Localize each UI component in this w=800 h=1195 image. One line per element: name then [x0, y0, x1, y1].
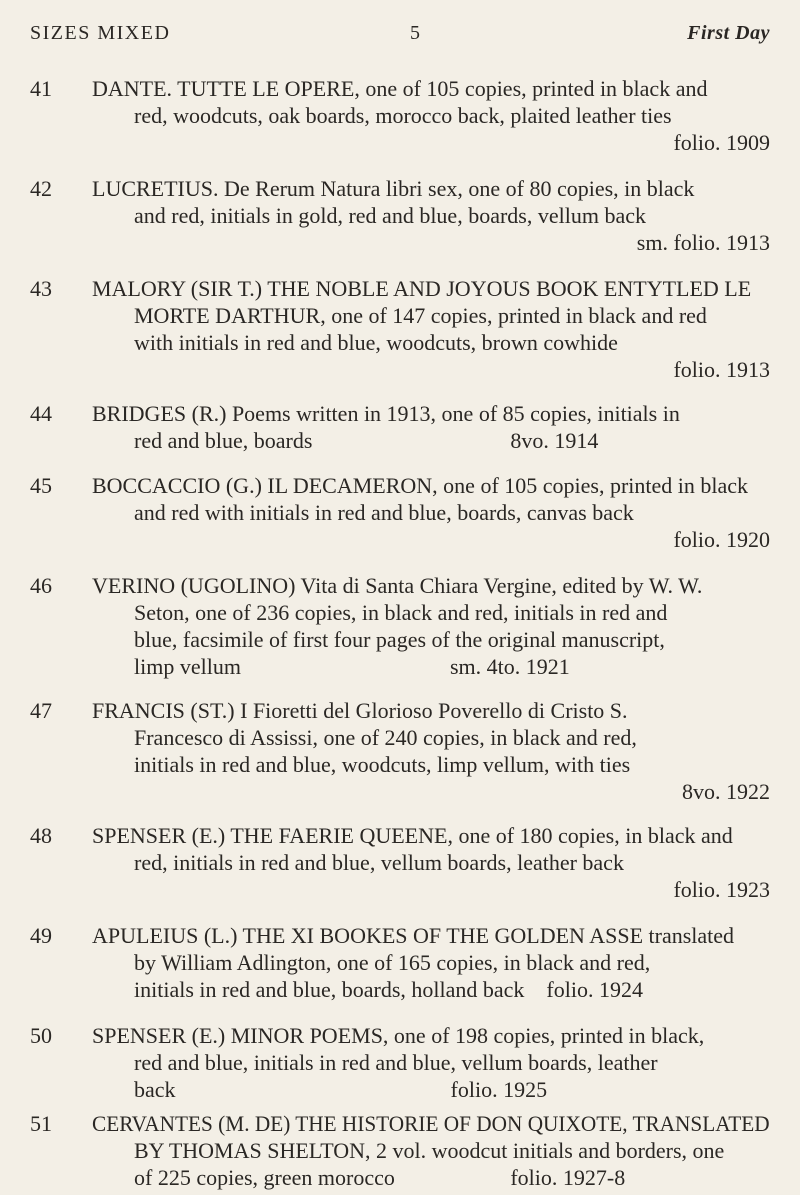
lot-line: and red with initials in red and blue, boards, canvas back	[134, 500, 634, 525]
lot-description	[92, 922, 770, 1003]
lot-number: 43	[30, 276, 52, 301]
lot-number: 45	[30, 473, 52, 498]
header-right: First Day	[687, 22, 770, 44]
lot-number: 41	[30, 76, 52, 101]
lot-line: DANTE. TUTTE LE OPERE, one of 105 copies, printed in black and	[92, 76, 708, 101]
lot-line: with initials in red and blue, woodcuts, brown cowhide	[134, 330, 618, 355]
lot-line: red and blue, boards 8vo. 1914	[134, 428, 599, 453]
lot-line: Francesco di Assissi, one of 240 copies, in black and red,	[134, 725, 637, 750]
lot-line: MALORY (SIR T.) THE NOBLE AND JOYOUS BOOK ENTYTLED LE	[92, 276, 752, 301]
lot-line: VERINO (UGOLINO) Vita di Santa Chiara Vergine, edited by W. W.	[92, 573, 703, 598]
lot-line: BY THOMAS SHELTON, 2 vol. woodcut initials and borders, one	[134, 1138, 725, 1163]
lot-line: LUCRETIUS. De Rerum Natura libri sex, one of 80 copies, in black	[92, 176, 695, 201]
lot-line: BRIDGES (R.) Poems written in 1913, one of 85 copies, initials in	[92, 401, 680, 426]
lot-number: 49	[30, 923, 52, 948]
lot-description	[92, 1110, 770, 1191]
lot-line: BOCCACCIO (G.) IL DECAMERON, one of 105 copies, printed in black	[92, 473, 749, 498]
lot-line: MORTE DARTHUR, one of 147 copies, printed in black and red	[134, 303, 707, 328]
lot-number: 51	[30, 1111, 52, 1136]
lot-number: 44	[30, 401, 52, 426]
lot-date: folio. 1923	[673, 877, 770, 902]
lot-line: CERVANTES (M. DE) THE HISTORIE OF DON QUIXOTE, TRANSLATED	[92, 1111, 770, 1136]
lot-line: SPENSER (E.) MINOR POEMS, one of 198 copies, printed in black,	[92, 1023, 705, 1048]
page-header	[30, 22, 770, 50]
lot-description	[92, 822, 770, 903]
lot-line: limp vellum sm. 4to. 1921	[134, 654, 570, 679]
lot-line: red, initials in red and blue, vellum boards, leather back	[134, 850, 624, 875]
lot-number: 48	[30, 823, 52, 848]
lot-line: and red, initials in gold, red and blue, boards, vellum back	[134, 203, 646, 228]
lot-number: 50	[30, 1023, 52, 1048]
lot-description	[92, 75, 770, 156]
lot-description	[92, 572, 770, 680]
lot-line: initials in red and blue, woodcuts, limp vellum, with ties	[134, 752, 631, 777]
lot-description	[92, 275, 770, 383]
lot-description	[92, 472, 770, 553]
page-number: 5	[410, 22, 422, 44]
lot-description	[92, 400, 770, 454]
lot-number: 47	[30, 698, 52, 723]
lot-line: blue, facsimile of first four pages of the original manuscript,	[134, 627, 665, 652]
lot-number: 42	[30, 176, 52, 201]
lot-line: by William Adlington, one of 165 copies, in black and red,	[134, 950, 651, 975]
lot-line: SPENSER (E.) THE FAERIE QUEENE, one of 180 copies, in black and	[92, 823, 733, 848]
lot-date: sm. folio. 1913	[636, 230, 770, 255]
lot-date: folio. 1913	[673, 357, 770, 382]
lot-number: 46	[30, 573, 52, 598]
lot-line: red and blue, initials in red and blue, vellum boards, leather	[134, 1050, 658, 1075]
lot-line: initials in red and blue, boards, holland back folio. 1924	[134, 977, 643, 1002]
lot-line: of 225 copies, green morocco folio. 1927-8	[134, 1165, 626, 1190]
lot-date: 8vo. 1922	[682, 779, 770, 804]
lot-line: Seton, one of 236 copies, in black and red, initials in red and	[134, 600, 668, 625]
lot-line: FRANCIS (ST.) I Fioretti del Glorioso Poverello di Cristo S.	[92, 698, 628, 723]
lot-description	[92, 1022, 770, 1103]
lot-description	[92, 175, 770, 256]
lot-date: folio. 1909	[673, 130, 770, 155]
lot-line: APULEIUS (L.) THE XI BOOKES OF THE GOLDEN ASSE translated	[92, 923, 735, 948]
lot-line: back folio. 1925	[134, 1077, 548, 1102]
lot-line: red, woodcuts, oak boards, morocco back, plaited leather ties	[134, 103, 672, 128]
lot-date: folio. 1920	[673, 527, 770, 552]
header-left: SIZES MIXED	[30, 22, 171, 44]
lot-description	[92, 697, 770, 805]
